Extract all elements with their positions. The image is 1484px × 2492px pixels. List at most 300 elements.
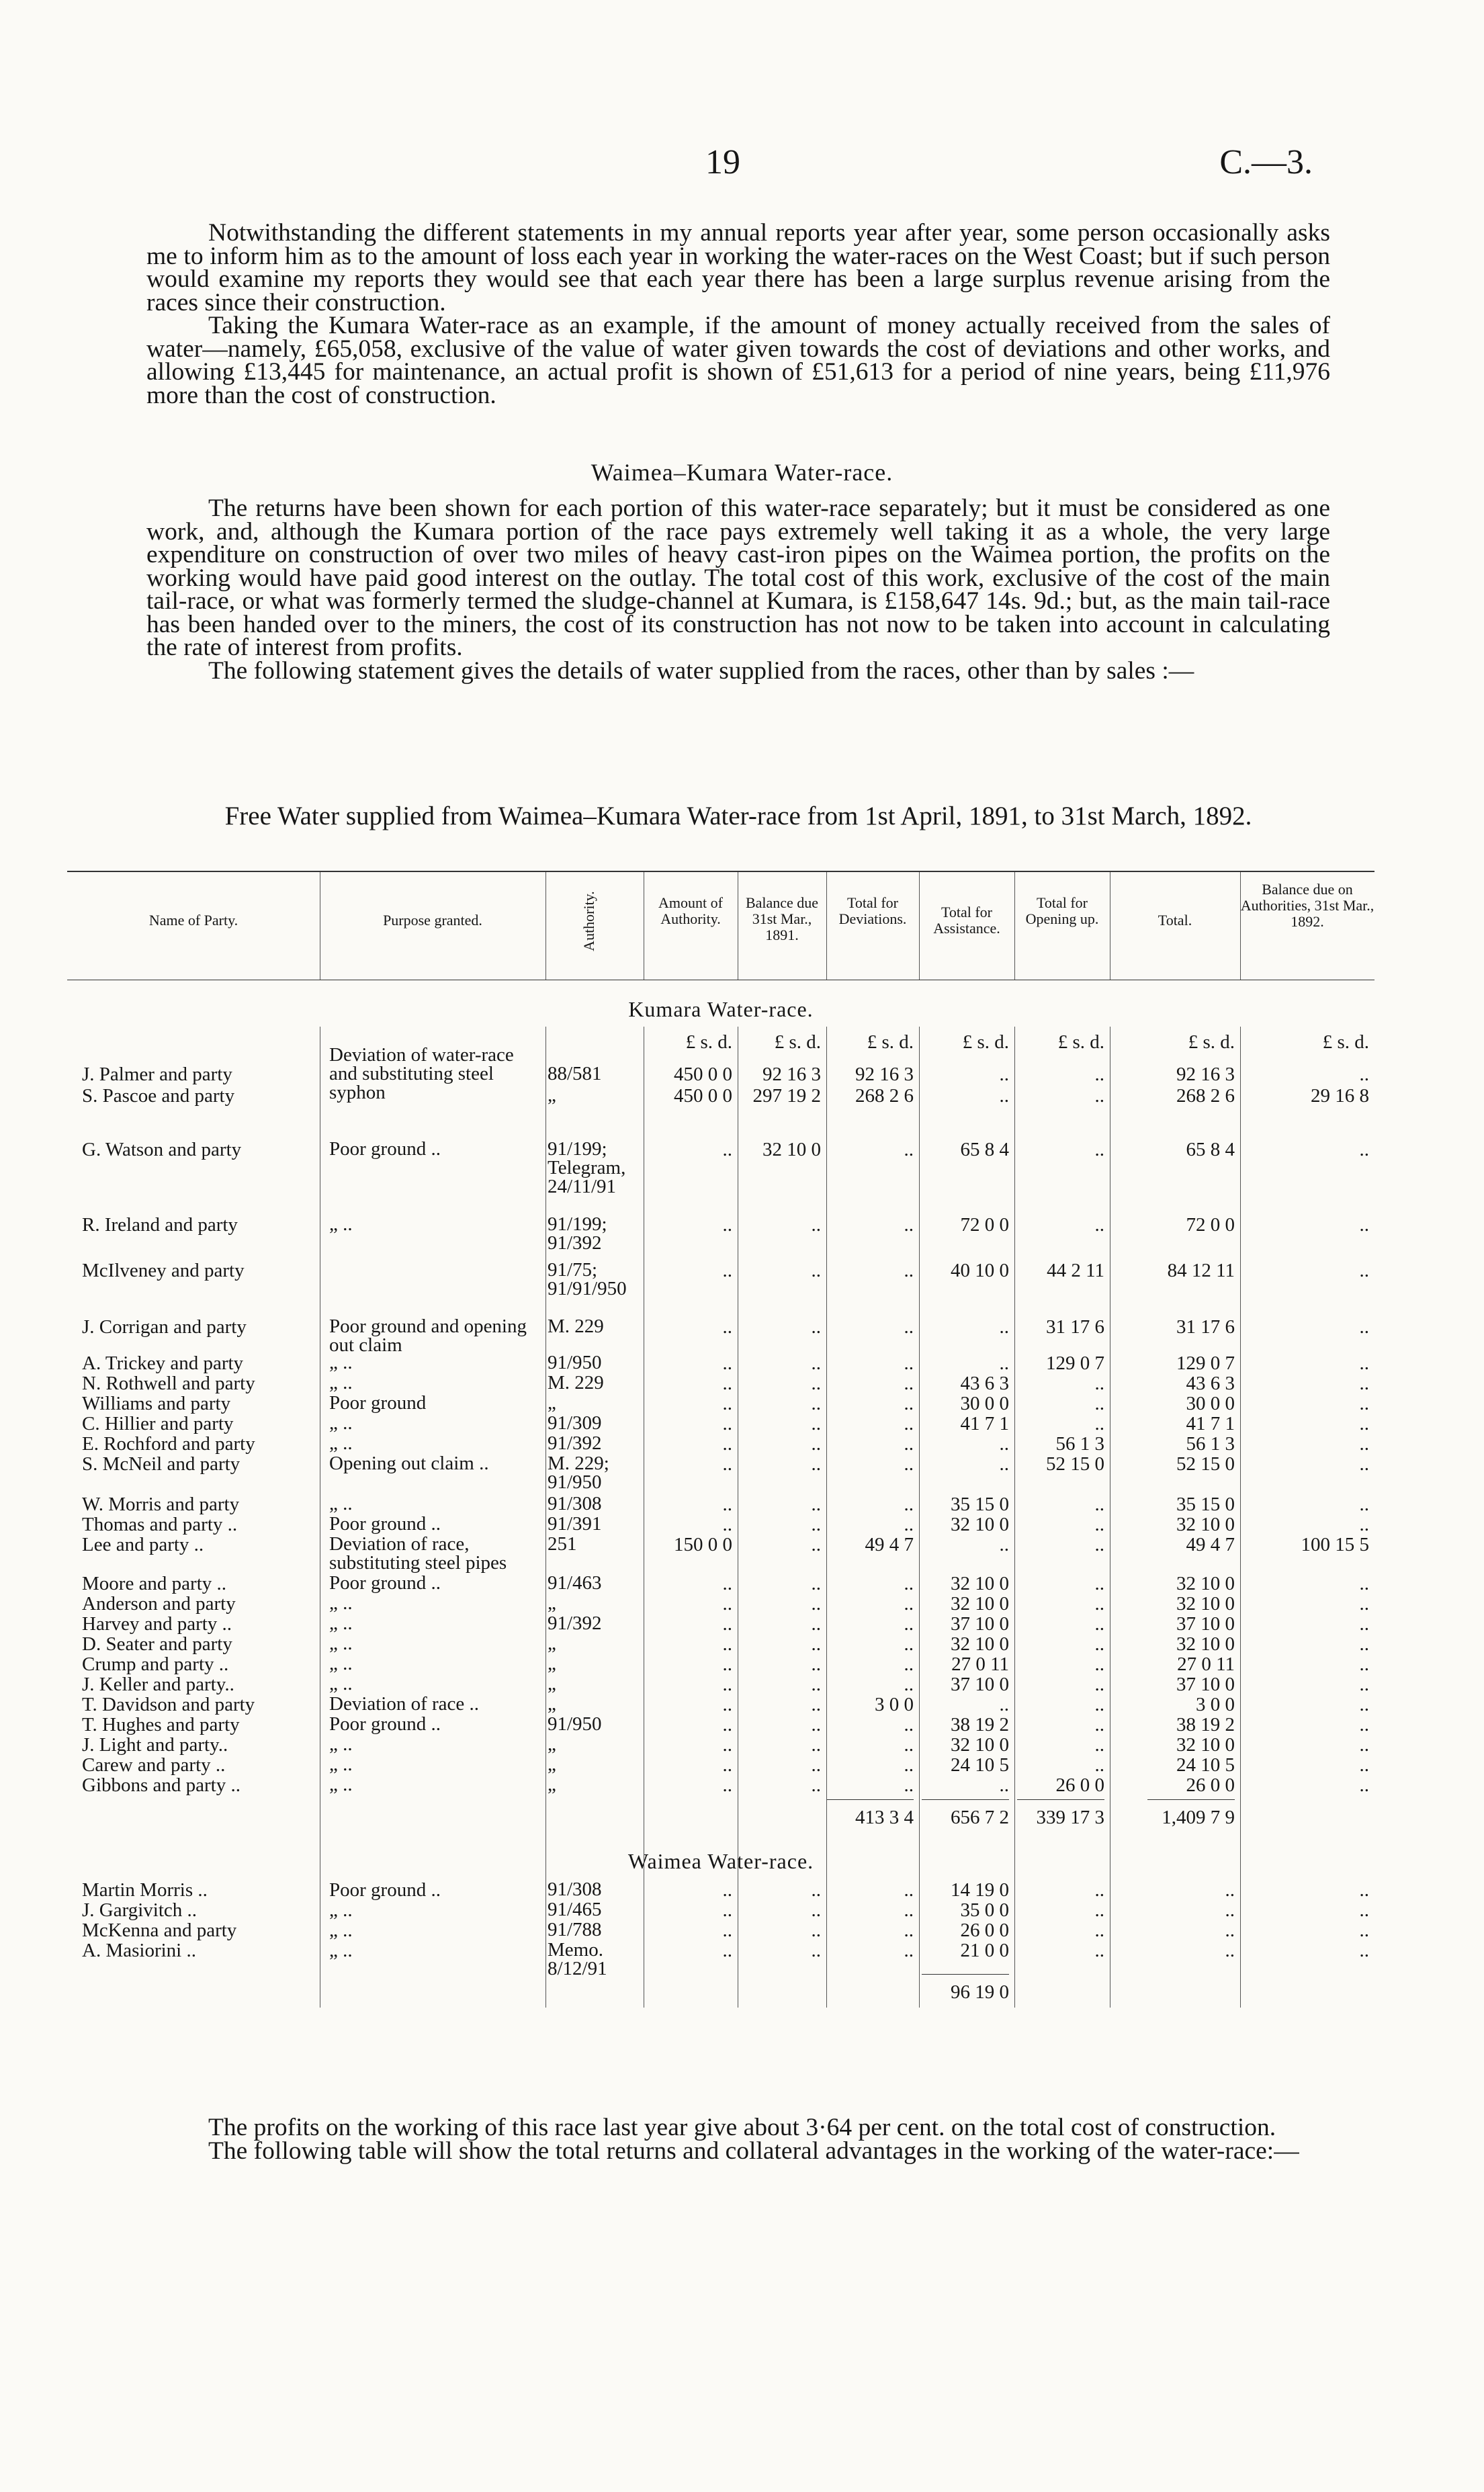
amount-value: .. xyxy=(722,1653,732,1675)
total-value: 38 19 2 xyxy=(1176,1714,1235,1735)
purpose-granted: „ .. xyxy=(329,1213,353,1235)
deviations-value: .. xyxy=(904,1260,914,1281)
balance-value: .. xyxy=(811,1413,821,1434)
authority-ref: 91/465 xyxy=(548,1899,602,1920)
amount-value: 450 0 0 xyxy=(674,1064,732,1085)
page-header xyxy=(0,142,1484,189)
deviations-value: .. xyxy=(904,1920,914,1941)
party-name: Gibbons and party .. xyxy=(82,1774,241,1796)
total-value: 41 7 1 xyxy=(1186,1413,1235,1434)
table-row xyxy=(67,1533,1374,1574)
opening-value: .. xyxy=(1094,1085,1104,1107)
balance-value: .. xyxy=(811,1694,821,1715)
due-value: .. xyxy=(1359,1653,1369,1675)
deviations-value: 268 2 6 xyxy=(855,1085,914,1107)
assistance-value: 43 6 3 xyxy=(960,1373,1009,1394)
deviations-value: .. xyxy=(904,1433,914,1455)
purpose-granted: Poor ground .. xyxy=(329,1879,441,1901)
authority-ref: 251 xyxy=(548,1533,577,1555)
total-value: 31 17 6 xyxy=(1176,1316,1235,1338)
total-total: 1,409 7 9 xyxy=(1162,1807,1235,1828)
paragraph: The following table will show the total returns and collateral advantages in the working of the water-race:— xyxy=(208,2137,1299,2165)
balance-value: .. xyxy=(811,1879,821,1901)
assistance-value: 35 0 0 xyxy=(960,1899,1009,1921)
page-number: 19 xyxy=(705,143,740,181)
authority-ref: „ xyxy=(548,1754,556,1775)
assistance-value: .. xyxy=(999,1085,1009,1107)
opening-value: .. xyxy=(1094,1694,1104,1715)
party-name: N. Rothwell and party xyxy=(82,1373,255,1394)
deviations-value: .. xyxy=(904,1940,914,1961)
balance-value: .. xyxy=(811,1352,821,1374)
balance-value: .. xyxy=(811,1899,821,1921)
amount-value: .. xyxy=(722,1734,732,1756)
total-value: 268 2 6 xyxy=(1176,1085,1235,1107)
assistance-value: .. xyxy=(999,1316,1009,1338)
balance-value: .. xyxy=(811,1593,821,1615)
party-name: J. Keller and party.. xyxy=(82,1674,234,1695)
deviations-value: .. xyxy=(904,1593,914,1615)
amount-value: 150 0 0 xyxy=(674,1534,732,1555)
amount-value: .. xyxy=(722,1373,732,1394)
opening-value: .. xyxy=(1094,1940,1104,1961)
authority-ref: „ xyxy=(548,1592,556,1614)
total-value: 35 15 0 xyxy=(1176,1494,1235,1515)
deviations-value: .. xyxy=(904,1393,914,1414)
amount-value: .. xyxy=(722,1714,732,1735)
table-row xyxy=(67,1654,1374,1674)
amount-value: .. xyxy=(722,1674,732,1695)
total-value: 32 10 0 xyxy=(1176,1573,1235,1594)
balance-value: .. xyxy=(811,1393,821,1414)
header-total: Total. xyxy=(1158,912,1192,929)
opening-value: .. xyxy=(1094,1734,1104,1756)
due-value: .. xyxy=(1359,1453,1369,1475)
purpose-granted: „ .. xyxy=(329,1733,353,1755)
party-name: Martin Morris .. xyxy=(82,1879,208,1901)
party-name: C. Hillier and party xyxy=(82,1413,234,1434)
balance-value: .. xyxy=(811,1260,821,1281)
waimea-total-row xyxy=(67,1982,1374,2002)
authority-ref: Memo. 8/12/91 xyxy=(548,1939,607,1979)
due-value: .. xyxy=(1359,1633,1369,1655)
assistance-value: 72 0 0 xyxy=(960,1214,1009,1236)
party-name: A. Masiorini .. xyxy=(82,1940,196,1961)
amount-value: .. xyxy=(722,1139,732,1160)
amount-value: .. xyxy=(722,1899,732,1921)
authority-ref: 91/75; 91/91/950 xyxy=(548,1259,627,1299)
amount-value: .. xyxy=(722,1514,732,1535)
purpose-granted: „ .. xyxy=(329,1754,353,1775)
assistance-value: 14 19 0 xyxy=(951,1879,1009,1901)
total-value: 30 0 0 xyxy=(1186,1393,1235,1414)
paper-reference: C.—3. xyxy=(1219,143,1313,181)
opening-value: .. xyxy=(1094,1393,1104,1414)
total-value: 49 4 7 xyxy=(1186,1534,1235,1555)
due-value: .. xyxy=(1359,1940,1369,1961)
free-water-table xyxy=(67,871,1374,2108)
deviations-value: .. xyxy=(904,1514,914,1535)
table-row xyxy=(67,1259,1374,1299)
opening-value: 31 17 6 xyxy=(1046,1316,1104,1338)
balance-value: .. xyxy=(811,1613,821,1635)
due-value: .. xyxy=(1359,1413,1369,1434)
assistance-value: 32 10 0 xyxy=(951,1734,1009,1756)
opening-value: .. xyxy=(1094,1674,1104,1695)
header-authority: Authority. xyxy=(580,891,597,951)
currency-label: £ s. d. xyxy=(867,1031,914,1053)
opening-value: .. xyxy=(1094,1633,1104,1655)
deviations-value: .. xyxy=(904,1613,914,1635)
authority-ref: „ xyxy=(548,1774,556,1795)
purpose-granted: „ .. xyxy=(329,1673,353,1694)
authority-ref: „ xyxy=(548,1653,556,1674)
authority-ref: 91/308 xyxy=(548,1879,602,1900)
table-row xyxy=(67,1939,1374,1979)
due-value: .. xyxy=(1359,1494,1369,1515)
paragraph: The following statement gives the details of water supplied from the races, other than by sales :— xyxy=(208,656,1194,685)
assistance-value: 37 10 0 xyxy=(951,1674,1009,1695)
party-name: D. Seater and party xyxy=(82,1633,232,1655)
opening-value: 56 1 3 xyxy=(1055,1433,1104,1455)
opening-total: 339 17 3 xyxy=(1036,1807,1104,1828)
purpose-granted: Deviation of race, substituting steel pipes xyxy=(329,1533,507,1574)
balance-value: .. xyxy=(811,1494,821,1515)
opening-value: 44 2 11 xyxy=(1047,1260,1104,1281)
table-row xyxy=(67,1614,1374,1634)
party-name: Harvey and party .. xyxy=(82,1613,232,1635)
opening-value: .. xyxy=(1094,1514,1104,1535)
authority-ref: 91/463 xyxy=(548,1572,602,1594)
table-row xyxy=(67,1634,1374,1654)
purpose-granted: Poor ground .. xyxy=(329,1513,441,1535)
amount-value: .. xyxy=(722,1754,732,1776)
paragraph: Taking the Kumara Water-race as an example, if the amount of money actually received from the sales of water—namely, £65,058, exclusive of the value of water given towards the cost of deviations and other works, and allowing £13,445 for maintenance, an actual profit is shown of £51,613 for a period of nine years, being £11,976 more than the cost of construction. xyxy=(146,312,1330,409)
opening-value: 52 15 0 xyxy=(1046,1453,1104,1475)
balance-value: .. xyxy=(811,1214,821,1236)
table-row xyxy=(67,1900,1374,1920)
table-caption: Free Water supplied from Waimea–Kumara Water-race from 1st April, 1891, to 31st March, 1892. xyxy=(224,802,1252,830)
purpose-granted: „ .. xyxy=(329,1920,353,1941)
due-value: .. xyxy=(1359,1613,1369,1635)
party-name: G. Watson and party xyxy=(82,1139,242,1160)
assistance-value: .. xyxy=(999,1064,1009,1085)
assistance-value: 35 15 0 xyxy=(951,1494,1009,1515)
total-value: 37 10 0 xyxy=(1176,1613,1235,1635)
opening-value: .. xyxy=(1094,1653,1104,1675)
amount-value: .. xyxy=(722,1214,732,1236)
assistance-total: 96 19 0 xyxy=(951,1981,1009,2003)
due-value: .. xyxy=(1359,1920,1369,1941)
due-value: .. xyxy=(1359,1260,1369,1281)
total-value: .. xyxy=(1225,1920,1235,1941)
opening-value: 129 0 7 xyxy=(1046,1352,1104,1374)
table-row xyxy=(67,1138,1374,1197)
amount-value: .. xyxy=(722,1940,732,1961)
due-value: .. xyxy=(1359,1352,1369,1374)
deviations-value: .. xyxy=(904,1774,914,1796)
due-value: .. xyxy=(1359,1573,1369,1594)
party-name: Lee and party .. xyxy=(82,1534,204,1555)
opening-value: .. xyxy=(1094,1920,1104,1941)
section-text xyxy=(146,497,1330,683)
opening-value: 26 0 0 xyxy=(1055,1774,1104,1796)
amount-value: .. xyxy=(722,1613,732,1635)
assistance-value: 32 10 0 xyxy=(951,1633,1009,1655)
purpose-granted: Poor ground xyxy=(329,1392,427,1414)
amount-value: .. xyxy=(722,1633,732,1655)
total-value: 72 0 0 xyxy=(1186,1214,1235,1236)
due-value: .. xyxy=(1359,1734,1369,1756)
deviations-value: .. xyxy=(904,1413,914,1434)
table-row xyxy=(67,1694,1374,1715)
due-value: .. xyxy=(1359,1714,1369,1735)
authority-ref: 91/950 xyxy=(548,1713,602,1735)
balance-value: 32 10 0 xyxy=(762,1139,821,1160)
opening-value: .. xyxy=(1094,1613,1104,1635)
assistance-value: .. xyxy=(999,1694,1009,1715)
totals-row xyxy=(67,1807,1374,1828)
deviations-value: .. xyxy=(904,1754,914,1776)
assistance-total: 656 7 2 xyxy=(951,1807,1009,1828)
authority-ref: „ xyxy=(548,1633,556,1654)
header-balance: Balance due 31st Mar., 1891. xyxy=(745,894,819,943)
opening-value: .. xyxy=(1094,1714,1104,1735)
currency-label: £ s. d. xyxy=(774,1031,821,1053)
deviations-value: 92 16 3 xyxy=(855,1064,914,1085)
authority-ref: 91/950 xyxy=(548,1352,602,1373)
table-row xyxy=(67,1755,1374,1775)
currency-label: £ s. d. xyxy=(1322,1031,1369,1053)
deviations-value: .. xyxy=(904,1734,914,1756)
authority-ref: „ xyxy=(548,1693,556,1715)
deviations-value: .. xyxy=(904,1714,914,1735)
assistance-value: 32 10 0 xyxy=(951,1573,1009,1594)
authority-ref: 91/391 xyxy=(548,1513,602,1535)
section-heading: Waimea–Kumara Water-race. xyxy=(591,459,893,486)
authority-ref: 91/309 xyxy=(548,1412,602,1434)
table-row xyxy=(67,1086,1374,1106)
purpose-granted: Poor ground .. xyxy=(329,1138,441,1160)
amount-value: .. xyxy=(722,1694,732,1715)
opening-value: .. xyxy=(1094,1879,1104,1901)
party-name: J. Gargivitch .. xyxy=(82,1899,198,1921)
party-name: Anderson and party xyxy=(82,1593,236,1615)
balance-value: .. xyxy=(811,1714,821,1735)
header-opening: Total for Opening up. xyxy=(1025,894,1099,927)
party-name: J. Corrigan and party xyxy=(82,1316,247,1338)
total-value: 32 10 0 xyxy=(1176,1734,1235,1756)
table-row xyxy=(67,1494,1374,1514)
table-row xyxy=(67,1414,1374,1434)
amount-value: .. xyxy=(722,1879,732,1901)
authority-ref: 91/788 xyxy=(548,1919,602,1940)
due-value: .. xyxy=(1359,1879,1369,1901)
opening-value: .. xyxy=(1094,1899,1104,1921)
table-row xyxy=(67,1373,1374,1393)
authority-ref: 91/199; Telegram, 24/11/91 xyxy=(548,1138,626,1197)
authority-ref: „ xyxy=(548,1392,556,1414)
table-row xyxy=(67,1393,1374,1414)
opening-value: .. xyxy=(1094,1214,1104,1236)
due-value: .. xyxy=(1359,1774,1369,1796)
due-value: .. xyxy=(1359,1674,1369,1695)
table-row xyxy=(67,1735,1374,1755)
party-name: J. Palmer and party xyxy=(82,1064,232,1085)
assistance-value: 24 10 5 xyxy=(951,1754,1009,1776)
purpose-granted: Deviation of water-race and substituting steel syphon xyxy=(329,1044,514,1103)
party-name: Williams and party xyxy=(82,1393,231,1414)
party-name: E. Rochford and party xyxy=(82,1433,255,1455)
authority-ref: 91/308 xyxy=(548,1493,602,1514)
due-value: .. xyxy=(1359,1393,1369,1414)
authority-ref: 91/199; 91/392 xyxy=(548,1213,607,1254)
header-name: Name of Party. xyxy=(148,912,238,929)
authority-ref: „ xyxy=(548,1733,556,1755)
total-value: .. xyxy=(1225,1899,1235,1921)
total-value: 32 10 0 xyxy=(1176,1514,1235,1535)
party-name: Moore and party .. xyxy=(82,1573,227,1594)
deviations-value: .. xyxy=(904,1879,914,1901)
intro-text xyxy=(146,219,1330,409)
deviations-value: .. xyxy=(904,1373,914,1394)
closing-text xyxy=(146,2116,1330,2163)
currency-row xyxy=(67,1032,1374,1052)
authority-ref: M. 229 xyxy=(548,1372,604,1393)
opening-value: .. xyxy=(1094,1573,1104,1594)
due-value: .. xyxy=(1359,1139,1369,1160)
purpose-granted: „ .. xyxy=(329,1633,353,1654)
assistance-value: 38 19 2 xyxy=(951,1714,1009,1735)
assistance-value: 21 0 0 xyxy=(960,1940,1009,1961)
deviations-value: .. xyxy=(904,1494,914,1515)
opening-value: .. xyxy=(1094,1373,1104,1394)
amount-value: .. xyxy=(722,1352,732,1374)
total-value: 84 12 11 xyxy=(1167,1260,1235,1281)
amount-value: .. xyxy=(722,1494,732,1515)
amount-value: .. xyxy=(722,1413,732,1434)
total-value: 37 10 0 xyxy=(1176,1674,1235,1695)
assistance-value: 65 8 4 xyxy=(960,1139,1009,1160)
table-row xyxy=(67,1674,1374,1694)
due-value: .. xyxy=(1359,1694,1369,1715)
table-row xyxy=(67,1574,1374,1594)
currency-label: £ s. d. xyxy=(1057,1031,1104,1053)
assistance-value: 32 10 0 xyxy=(951,1593,1009,1615)
authority-ref: „ xyxy=(548,1084,556,1106)
authority-ref: 91/392 xyxy=(548,1613,602,1634)
deviations-value: 3 0 0 xyxy=(875,1694,914,1715)
total-value: 56 1 3 xyxy=(1186,1433,1235,1455)
amount-value: .. xyxy=(722,1593,732,1615)
party-name: T. Davidson and party xyxy=(82,1694,255,1715)
deviations-value: .. xyxy=(904,1453,914,1475)
due-value: .. xyxy=(1359,1754,1369,1776)
kumara-heading: Kumara Water-race. xyxy=(628,997,814,1021)
party-name: Thomas and party .. xyxy=(82,1514,238,1535)
purpose-granted: „ .. xyxy=(329,1493,353,1514)
due-value: .. xyxy=(1359,1373,1369,1394)
amount-value: .. xyxy=(722,1433,732,1455)
total-value: 92 16 3 xyxy=(1176,1064,1235,1085)
total-value: 32 10 0 xyxy=(1176,1633,1235,1655)
amount-value: .. xyxy=(722,1573,732,1594)
purpose-granted: Poor ground and opening out claim xyxy=(329,1316,527,1356)
header-assistance: Total for Assistance. xyxy=(933,904,1000,937)
party-name: S. McNeil and party xyxy=(82,1453,241,1475)
amount-value: 450 0 0 xyxy=(674,1085,732,1107)
balance-value: .. xyxy=(811,1653,821,1675)
party-name: J. Light and party.. xyxy=(82,1734,228,1756)
due-value: .. xyxy=(1359,1514,1369,1535)
assistance-value: 41 7 1 xyxy=(960,1413,1009,1434)
header-deviations: Total for Deviations. xyxy=(838,894,907,927)
party-name: R. Ireland and party xyxy=(82,1214,238,1236)
header-balance-due: Balance due on Authorities, 31st Mar., 1892. xyxy=(1240,881,1374,930)
balance-value: .. xyxy=(811,1453,821,1475)
purpose-granted: „ .. xyxy=(329,1412,353,1434)
amount-value: .. xyxy=(722,1316,732,1338)
assistance-value: .. xyxy=(999,1534,1009,1555)
authority-ref: M. 229; 91/950 xyxy=(548,1453,609,1493)
header-amount: Amount of Authority. xyxy=(658,894,723,927)
total-value: 65 8 4 xyxy=(1186,1139,1235,1160)
total-value: .. xyxy=(1225,1940,1235,1961)
purpose-granted: „ .. xyxy=(329,1613,353,1634)
total-value: 26 0 0 xyxy=(1186,1774,1235,1796)
party-name: W. Morris and party xyxy=(82,1494,240,1515)
balance-value: .. xyxy=(811,1774,821,1796)
opening-value: .. xyxy=(1094,1593,1104,1615)
purpose-granted: „ .. xyxy=(329,1372,353,1393)
total-value: 129 0 7 xyxy=(1176,1352,1235,1374)
total-value: 3 0 0 xyxy=(1196,1694,1235,1715)
purpose-granted: „ .. xyxy=(329,1352,353,1373)
total-value: 52 15 0 xyxy=(1176,1453,1235,1475)
balance-value: .. xyxy=(811,1573,821,1594)
authority-ref: M. 229 xyxy=(548,1316,604,1337)
header-purpose: Purpose granted. xyxy=(383,912,482,929)
assistance-value: 40 10 0 xyxy=(951,1260,1009,1281)
table-row xyxy=(67,1353,1374,1373)
purpose-granted: Poor ground .. xyxy=(329,1572,441,1594)
total-value: .. xyxy=(1225,1879,1235,1901)
opening-value: .. xyxy=(1094,1139,1104,1160)
assistance-value: 32 10 0 xyxy=(951,1514,1009,1535)
balance-value: 297 19 2 xyxy=(752,1085,821,1107)
paragraph: Notwithstanding the different statements in my annual reports year after year, some person occasionally asks me to inform him as to the amount of loss each year in working the water-races on the West Coast; but if such person would examine my reports they would see that each year there has been a large surplus revenue arising from the races since their construction. xyxy=(146,219,1330,316)
table-row xyxy=(67,1213,1374,1254)
balance-value: .. xyxy=(811,1674,821,1695)
assistance-value: .. xyxy=(999,1433,1009,1455)
amount-value: .. xyxy=(722,1774,732,1796)
due-value: .. xyxy=(1359,1899,1369,1921)
deviations-value: .. xyxy=(904,1352,914,1374)
deviations-value: .. xyxy=(904,1139,914,1160)
table-row xyxy=(67,1453,1374,1493)
currency-label: £ s. d. xyxy=(1188,1031,1235,1053)
assistance-value: .. xyxy=(999,1352,1009,1374)
party-name: S. Pascoe and party xyxy=(82,1085,235,1107)
balance-value: .. xyxy=(811,1534,821,1555)
balance-value: .. xyxy=(811,1514,821,1535)
authority-ref: 88/581 xyxy=(548,1063,602,1084)
opening-value: .. xyxy=(1094,1534,1104,1555)
deviations-value: .. xyxy=(904,1633,914,1655)
opening-value: .. xyxy=(1094,1494,1104,1515)
balance-value: .. xyxy=(811,1734,821,1756)
balance-value: .. xyxy=(811,1316,821,1338)
